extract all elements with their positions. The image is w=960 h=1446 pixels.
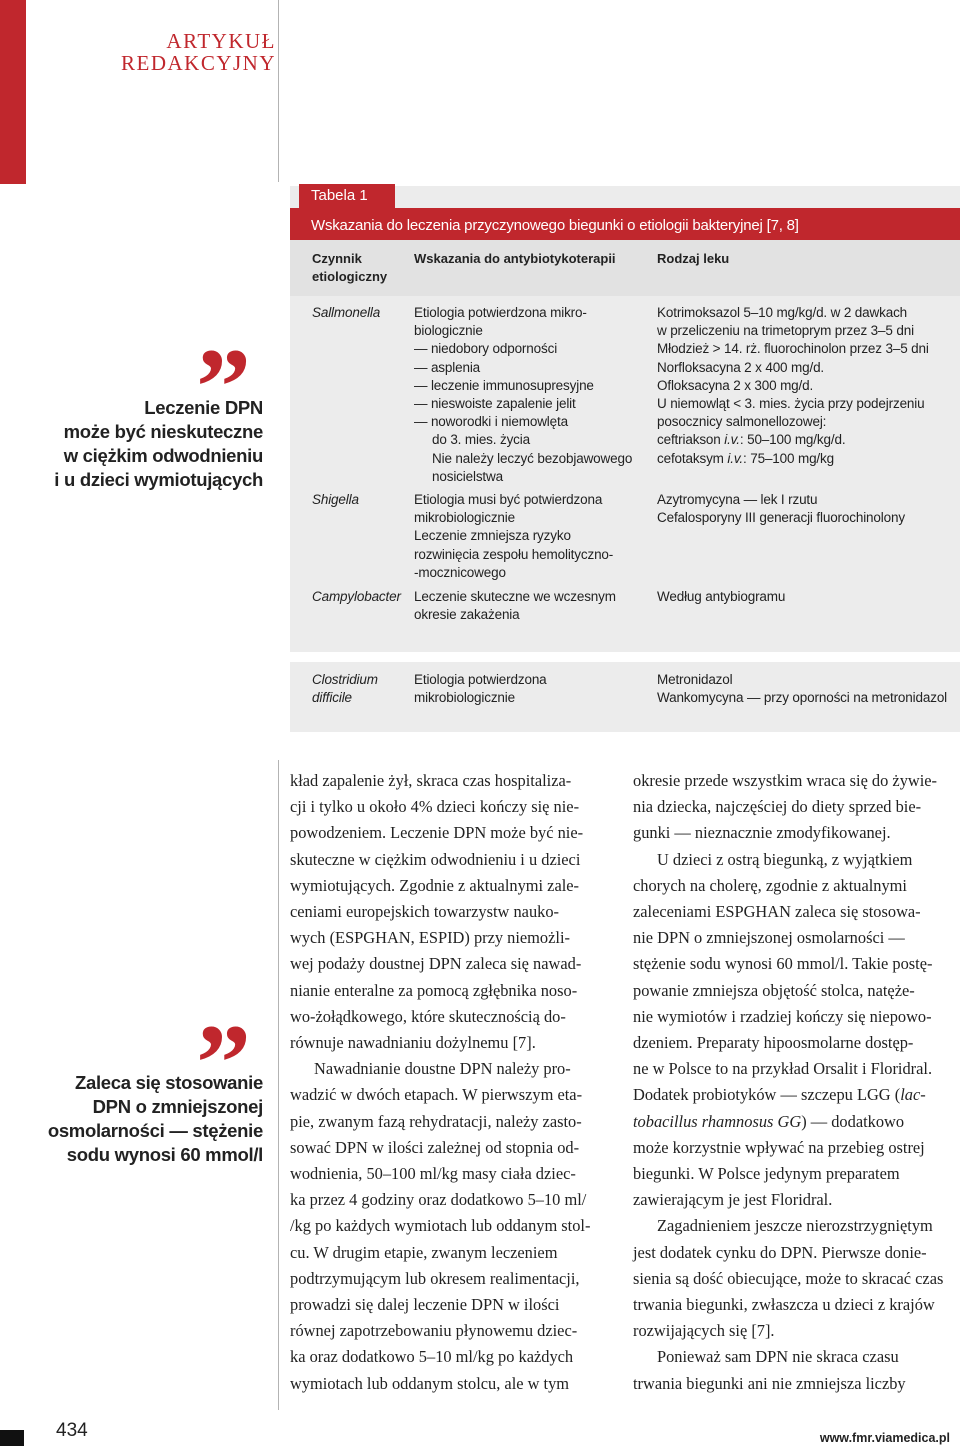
page-number: 434 (56, 1420, 88, 1441)
column-header-drugs: Rodzaj leku (657, 251, 730, 266)
body-line: /kg po każdych wymiotach lub oddanym stol- (290, 1216, 591, 1236)
table-header-band (290, 240, 960, 296)
pullquote-line: Leczenie DPN (144, 397, 263, 418)
pullquote-line: DPN o zmniejszonej (92, 1096, 263, 1117)
indication-line: Etiologia potwierdzona mikro- (414, 305, 587, 320)
row-shigella-agent: Shigella (312, 492, 359, 507)
footer-url: www.fmr.viamedica.pl (819, 1431, 950, 1445)
table-title: Wskazania do leczenia przyczynowego biegunki o etiologii bakteryjnej [7, 8] (290, 208, 960, 240)
quote-mark-icon: ” (196, 326, 229, 448)
drug-line: Azytromycyna — lek I rzutu (657, 492, 818, 507)
body-line: Zagadnieniem jeszcze nierozstrzygniętym (657, 1216, 933, 1236)
section-label-line2: REDAKCYJNY (120, 51, 276, 75)
body-column-1 (290, 768, 613, 1397)
row-salmonella-agent: Sallmonella (312, 305, 381, 320)
agent-line: Clostridium (312, 672, 378, 687)
pullquote-line: w ciężkim odwodnieniu (63, 445, 263, 466)
body-line: okresie przede wszystkim wraca się do żywie- (633, 771, 938, 790)
column-header-agent (312, 250, 387, 286)
column-divider (278, 760, 279, 1410)
body-line: biegunki. W Polsce jedynym preparatem (633, 1164, 900, 1184)
body-line: wo-żołądkowego, które skutecznością do- (290, 1006, 566, 1026)
agent-line: difficile (312, 690, 352, 706)
body-line: wymiotujących. Zgodnie z aktualnymi zale- (290, 875, 580, 895)
row-campylobacter-indications (414, 588, 616, 624)
drug-route: i.v. (724, 432, 740, 448)
drug-line: posocznicy salmonellozowej: (657, 414, 827, 430)
drug-text: ceftriakson (657, 432, 725, 448)
row-clostridium-agent (312, 671, 378, 707)
body-line: chorych na cholerę, zgodnie z aktualnymi (633, 875, 907, 895)
indication-line: Etiologia musi być potwierdzona (414, 492, 603, 507)
body-line (633, 1082, 956, 1108)
body-line: U dzieci z ostrą biegunką, z wyjątkiem (657, 849, 913, 869)
row-clostridium-drugs (657, 671, 947, 707)
body-line: wodnienia, 50–100 ml/kg masy ciała dziec- (290, 1164, 576, 1184)
body-line: prowadzi się dalej leczenie DPN w ilości (290, 1295, 560, 1315)
drug-line: Według antybiogramu (657, 589, 786, 604)
body-line: Ponieważ sam DPN nie skraca czasu (657, 1347, 899, 1367)
pullquote-line: sodu wynosi 60 mmol/l (66, 1144, 263, 1165)
body-line: wymiotach lub oddanym stolcu, ale w tym (290, 1373, 570, 1393)
body-line: cu. W drugim etapie, zwanym leczeniem (290, 1242, 558, 1262)
body-line: skuteczne w ciężkim odwodnieniu i u dzieci (290, 849, 581, 869)
indication-line: nosicielstwa (432, 468, 503, 484)
body-line: równej zapotrzebowaniu płynowemu dziec- (290, 1321, 578, 1341)
drug-line: Wankomycyna — przy oporności na metronidazol (657, 690, 948, 706)
drug-text: : 50–100 mg/kg/d. (739, 432, 846, 448)
footer-bar (0, 1430, 24, 1446)
row-clostridium-indications (414, 671, 547, 707)
drug-route: i.v. (727, 450, 744, 466)
indication-line: — leczenie immunosupresyjne (414, 377, 594, 393)
column-header-agent-line1: Czynnik (312, 251, 362, 266)
drug-text: cefotaksym (657, 450, 728, 466)
drug-line: Cefalosporyny III generacji fluorochinolony (657, 510, 905, 526)
indication-line: Nie należy leczyć bezobjawowego (432, 450, 633, 466)
indication-line: mikrobiologicznie (414, 510, 515, 526)
column-header-indications: Wskazania do antybiotykoterapii (414, 251, 616, 266)
body-line: wadzić w dwóch etapach. W pierwszym eta- (290, 1085, 583, 1105)
section-label (121, 30, 276, 74)
section-label-line1: ARTYKUŁ (166, 29, 276, 53)
row-salmonella-drugs (657, 304, 929, 468)
drug-line: Młodzież > 14. rż. fluorochinolon przez 3–5 dni (657, 341, 929, 357)
body-text-italic: tobacillus rhamnosus GG (633, 1111, 802, 1131)
body-line: Nawadnianie doustne DPN należy pro- (314, 1059, 571, 1079)
body-line: wej podaży doustnej DPN zaleca się nawad- (290, 954, 582, 974)
body-line: gunki — nieznacznie zmodyfikowanej. (633, 823, 891, 843)
indication-line: biologicznie (414, 323, 483, 339)
body-line: sienia są dość obiecujące, może to skracać czas (633, 1268, 944, 1288)
indication-line: okresie zakażenia (414, 607, 520, 623)
body-line: ka przez 4 godziny oraz dodatkowo 5–10 ml/ (290, 1190, 587, 1210)
body-line: rozwijających się [7]. (633, 1321, 775, 1341)
body-line: trwania biegunki, zwłaszcza u dzieci z krajów (633, 1295, 935, 1315)
pullquote-line: może być nieskuteczne (63, 421, 263, 442)
drug-line: Norfloksacyna 2 x 400 mg/d. (657, 359, 825, 375)
indication-line: mikrobiologicznie (414, 690, 515, 706)
body-line: powodzeniem. Leczenie DPN może być nie- (290, 823, 584, 843)
body-line: równuje nawadnianiu dożylnemu [7]. (290, 1033, 536, 1053)
indication-line: — noworodki i niemowlęta (414, 414, 568, 430)
body-line: powanie zmniejsza objętość stolca, natęże- (633, 980, 915, 1000)
body-line: zaleceniami ESPGHAN zaleca się stosowa- (633, 902, 921, 922)
indication-line: -mocznicowego (414, 564, 506, 580)
row-campylobacter-agent: Campylobacter (312, 589, 401, 604)
pullquote-2 (48, 1071, 263, 1167)
body-line: zawierającym je jest Floridral. (633, 1190, 833, 1210)
drug-text: : 75–100 mg/kg (743, 450, 834, 466)
pullquote-line: Zaleca się stosowanie (74, 1072, 263, 1093)
body-text: ) — dodatkowo (801, 1111, 905, 1131)
pullquote-line: i u dzieci wymiotujących (54, 469, 263, 490)
indication-line: — nieswoiste zapalenie jelit (414, 396, 576, 412)
body-line: jest dodatek cynku do DPN. Pierwsze donie- (633, 1242, 927, 1262)
drug-line (657, 450, 929, 468)
indication-line: rozwinięcia zespołu hemolityczno- (414, 546, 614, 562)
body-line: pie, zwanym fazą rehydratacji, należy zasto- (290, 1111, 582, 1131)
body-line: nia dziecka, najczęściej do diety sprzed bie- (633, 797, 922, 817)
body-line: podtrzymującym lub okresem realimentacji, (290, 1268, 580, 1288)
pullquote-1 (54, 396, 263, 492)
row-campylobacter-drugs (657, 588, 785, 606)
body-text: Dodatek probiotyków — szczepu LGG ( (633, 1085, 901, 1105)
body-line: kład zapalenie żył, skraca czas hospitaliza- (290, 771, 572, 790)
body-line: nie DPN o zmniejszonej osmolarności — (633, 928, 905, 948)
body-column-2 (633, 768, 956, 1397)
body-line: może korzystnie wpływać na przebieg ostrej (633, 1137, 925, 1157)
drug-line: Kotrimoksazol 5–10 mg/kg/d. w 2 dawkach (657, 305, 908, 320)
drug-line: Metronidazol (657, 672, 733, 687)
body-text-italic: lac- (900, 1085, 926, 1105)
row-shigella-drugs (657, 491, 905, 527)
body-line: cji i tylko u około 4% dzieci kończy się nie- (290, 797, 580, 817)
body-line (633, 1109, 956, 1135)
drug-line: Ofloksacyna 2 x 300 mg/d. (657, 377, 814, 393)
indication-line: — niedobory odporności (414, 341, 558, 357)
indication-line: — asplenia (414, 359, 481, 375)
body-line: ceniami europejskich towarzystw nauko- (290, 902, 559, 922)
quote-mark-icon: ” (196, 1002, 229, 1124)
body-line: nie wymiotów i rzadziej kończy się niepowo- (633, 1006, 932, 1026)
body-line: ne w Polsce to na przykład Orsalit i Floridral. (633, 1059, 933, 1079)
indication-line: Leczenie skuteczne we wczesnym (414, 589, 616, 604)
row-salmonella-indications (414, 304, 632, 486)
body-line: nianie enteralne za pomocą zgłębnika noso- (290, 980, 578, 1000)
red-accent-bar (0, 0, 26, 184)
body-line: trwania biegunki ani nie zmniejsza liczby (633, 1373, 906, 1393)
body-line: dzeniem. Preparaty hipoosmolarne dostęp- (633, 1033, 914, 1053)
pullquote-line: osmolarności — stężenie (47, 1120, 263, 1141)
row-shigella-indications (414, 491, 613, 582)
indication-line: do 3. mies. życia (432, 432, 530, 448)
indication-line: Etiologia potwierdzona (414, 672, 547, 687)
drug-line (657, 431, 929, 449)
column-header-agent-line2: etiologiczny (312, 269, 388, 284)
indication-line: Leczenie zmniejsza ryzyko (414, 528, 571, 544)
table-row-gap (290, 652, 960, 662)
drug-line: U niemowląt < 3. mies. życia przy podejrzeniu (657, 396, 925, 412)
body-line: wych (ESPGHAN, ESPID) przy niemożli- (290, 928, 570, 948)
drug-line: w przeliczeniu na trimetoprym przez 3–5 dni (657, 323, 914, 339)
body-line: ka oraz dodatkowo 5–10 ml/kg po każdych (290, 1347, 574, 1367)
table-tab-label: Tabela 1 (299, 184, 395, 208)
body-line: sować DPN w ilości zależnej od stopnia od- (290, 1137, 580, 1157)
body-line: stężenie sodu wynosi 60 mmol/l. Takie postę- (633, 954, 933, 974)
header-divider (278, 0, 279, 182)
